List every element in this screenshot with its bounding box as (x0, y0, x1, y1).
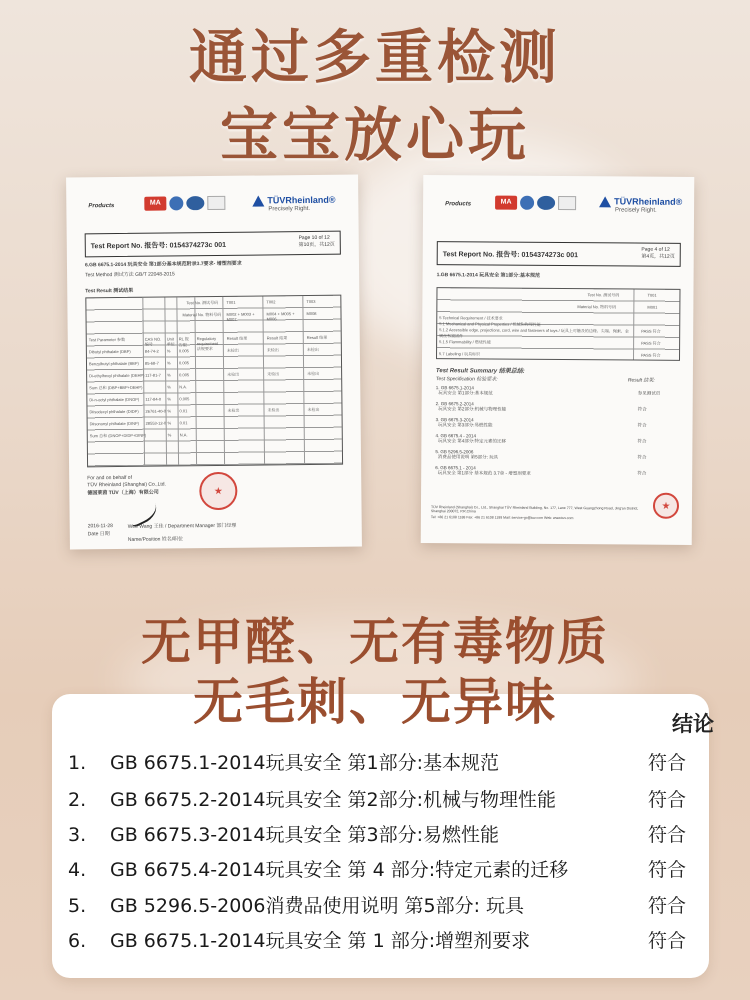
m001: M002 + M003 + M007 (226, 311, 255, 322)
result-row (0, 855, 750, 885)
report-number: Test Report No. 报告号: 0154374273c 001 (90, 241, 227, 251)
table-row: 5 Technical Requirement / 技术要求 (439, 315, 503, 321)
certification-logos (144, 196, 225, 211)
company-name: TÜV Rheinland (Shanghai) Co.,Ltd. (87, 481, 166, 489)
feature-headline-line-2: 无毛刺、无异味 (193, 673, 557, 731)
table-row-rl: N.A. (179, 384, 188, 390)
row-standard: GB 6675.2-2014玩具安全 第2部分:机械与物理性能 (110, 789, 557, 811)
accreditation-logo-icon (207, 196, 225, 210)
summary-row-result: 符合 (637, 438, 647, 444)
tuv-tagline: Precisely Right. (615, 207, 657, 214)
result-header: Result 结果 (226, 335, 248, 341)
table-row-cas: 26761-40-0 (145, 408, 167, 414)
table-row-name: Diisononyl phthalate (DINP) (89, 420, 140, 427)
cnas-logo-icon (186, 196, 204, 210)
footer-contact: Tel: +86 21 6108 1188 Fax: +86 21 6108 1199 Mail: service-gc@tuv.com Web: www.tuv.com (430, 515, 574, 521)
summary-row: 6. GB 6675.1 - 2014 玩具安全 第1部分 基本规范 3.7章 - 增塑剂要求 (435, 465, 531, 476)
summary-row: 5. GB 5296.5-2006 消费品使用说明 第5部分: 玩具 (435, 449, 499, 460)
result-header: Result 结果 (306, 334, 328, 341)
table-row-rl: 0.01 (179, 408, 188, 414)
summary-row-result: 符合 (637, 422, 647, 428)
m001: M001 (647, 304, 658, 310)
table-row-cas: 28553-12-0 (145, 420, 167, 426)
company-seal-icon (199, 472, 237, 510)
ilac-logo-icon (169, 196, 183, 210)
headline-line-1: 通过多重检测 (188, 23, 561, 91)
cnas-logo-icon (537, 196, 555, 210)
test-no-label: Test No. 测试号码 (186, 299, 219, 306)
summary-row-result: 符合 (637, 406, 647, 412)
m003: M008 (306, 310, 317, 317)
row-result: 符合 (648, 824, 687, 846)
ma-logo: MA (144, 196, 166, 210)
table-row-rl: 0.005 (178, 360, 190, 366)
report-number-box (437, 241, 681, 267)
result-cell: 未检出 (267, 407, 280, 413)
standard-line: 6.GB 6675.1-2014 玩具安全 第1部分基本规范附录3.7要求- 增塑剂要求 (84, 260, 242, 269)
row-standard: GB 6675.4-2014玩具安全 第 4 部分:特定元素的迁移 (110, 859, 569, 881)
table-row-rl: 0.005 (179, 396, 190, 402)
rl-header: RL 报告限 (178, 336, 189, 348)
table-row-cas: 85-68-7 (144, 360, 159, 366)
result-cell: 未检出 (266, 347, 279, 353)
table-row: 5.1.2 Accessible edge, projections, cord, wire and fasteners of toys / 玩具上可触及的边缘、尖端、绳索、金属丝和紧固件 (439, 327, 629, 339)
tuv-tagline: Precisely Right. (268, 206, 311, 213)
table-row-name: Benzylbutyl phthalate (BBP) (88, 360, 139, 367)
feature-headline-line-1: 无甲醛、无有毒物质 (141, 613, 609, 671)
table-row: 5.1.5 Flammability / 燃烧性能 (439, 339, 491, 345)
ma-logo: MA (495, 196, 517, 210)
row-result: 符合 (648, 752, 687, 774)
summary-row-result: 参见测试页 (637, 390, 661, 396)
cas-header: CAS NO. 编号 (144, 336, 162, 347)
test-result-label: Test Result 测试结果 (85, 287, 134, 295)
products-label: Products (88, 203, 115, 210)
m002: M004 + M005 + M006 (266, 311, 295, 322)
name-position-label: Name/Position 姓名/职位 (127, 536, 184, 543)
summary-row-result: 符合 (637, 454, 647, 460)
table-row: 5.1 Mechanical and Physical Properties / 机械和物理性能 (439, 321, 541, 327)
t001: T001 (226, 299, 236, 305)
footer-address: TÜV Rheinland (Shanghai) Co., Ltd., Shanghai TÜV Rheinland Building, No. 177, Lane 777, West Guangzhong Road, Jing'an District, Shanghai 200072, P.R.China (430, 505, 639, 514)
table-row-unit: % (167, 384, 171, 390)
company-seal-icon (653, 493, 679, 519)
summary-row: 1. GB 6675.1-2014 玩具安全 第1部分:基本规范 (435, 385, 493, 396)
row-result: 符合 (648, 930, 687, 952)
result-cell: 未检出 (226, 347, 239, 353)
tuv-triangle-icon (252, 196, 264, 207)
ilac-logo-icon (520, 196, 534, 210)
result-cell: 未检出 (307, 406, 320, 413)
for-and-on-behalf: For and on behalf of (87, 474, 133, 482)
result-row (0, 785, 750, 815)
table-row-name: Di-n-octyl phthalate (DNOP) (89, 396, 140, 403)
page-number: Page 10 of 12 第10页，共12页 (298, 234, 335, 249)
t002: T002 (266, 299, 276, 305)
row-standard: GB 6675.3-2014玩具安全 第3部分:易燃性能 (110, 824, 500, 846)
table-row-result: PASS 符合 (641, 352, 661, 358)
accreditation-logo-icon (558, 196, 576, 210)
test-no-label: Test No. 测试号码 (587, 292, 620, 298)
result-row (0, 891, 750, 921)
test-report-sheet-left (66, 174, 362, 549)
table-row-unit: % (166, 348, 171, 354)
result-cell: 未检出 (306, 346, 319, 353)
row-number: 4. (68, 859, 87, 881)
result-cell: 未检出 (267, 371, 280, 377)
date-label: Date 日期 (87, 531, 110, 538)
requirements-table (436, 287, 680, 361)
report-date: 2016-11-28 (87, 523, 113, 530)
table-row-result: PASS 符合 (641, 340, 661, 346)
row-number: 2. (68, 789, 87, 811)
test-report-sheet-right (421, 175, 695, 545)
row-standard: GB 6675.1-2014玩具安全 第1部分:基本规范 (110, 752, 500, 774)
test-method: Test Method 测试方法 GB/T 22048-2015 (85, 271, 175, 279)
result-row (0, 820, 750, 850)
result-header: Result 结果 (266, 335, 288, 341)
table-row-unit: % (167, 396, 171, 402)
summary-row-result: 符合 (637, 470, 647, 476)
report-number: Test Report No. 报告号: 0154374273c 001 (442, 251, 579, 260)
tuv-logo (252, 195, 335, 213)
results-table (85, 295, 343, 468)
summary-row: 2. GB 6675.2-2014 玩具安全 第2部分:机械与物理性能 (435, 401, 507, 412)
tuv-triangle-icon (599, 196, 611, 207)
table-row-rl: 0.005 (179, 372, 190, 378)
result-cell: 未检出 (227, 407, 240, 413)
headline-line-2: 宝宝放心玩 (219, 101, 530, 169)
table-row-cas: 117-81-7 (145, 372, 161, 378)
table-row-cas: 117-84-0 (145, 396, 162, 402)
table-row-unit: % (167, 432, 172, 438)
row-result: 符合 (648, 895, 687, 917)
req-header: Regulatory requirement 法规要求 (196, 335, 219, 352)
conclusion-header: 结论 (672, 712, 714, 736)
summary-title: Test Result Summary 结果总结: (435, 368, 525, 375)
tuv-brand: TÜVRheinland® (267, 194, 336, 206)
result-row (0, 926, 750, 956)
param-header: Test Parameter 参数 (88, 336, 126, 343)
summary-row: 4. GB 6675.4 - 2014 玩具安全 第4部分:特定元素的迁移 (435, 433, 506, 444)
table-row-rl: 0.005 (178, 348, 189, 354)
result-row (0, 748, 750, 778)
report-number-box (85, 231, 341, 258)
company-name-cn: 德国莱茵 TÜV（上海）有限公司 (87, 489, 159, 497)
result-cell: 未检出 (307, 370, 320, 377)
row-standard: GB 6675.1-2014玩具安全 第 1 部分:增塑剂要求 (110, 930, 531, 952)
table-row-result: PASS 符合 (641, 328, 661, 334)
signer: Wee Wang 王佳 / Department Manager 部门经理 (127, 522, 237, 530)
products-label: Products (445, 201, 472, 208)
table-row-rl: N.A. (179, 432, 188, 438)
table-row-name: Diisodecyl phthalate (DIDP) (89, 408, 139, 415)
t003: T003 (306, 298, 316, 305)
unit-header: Unit 单位 (166, 336, 175, 347)
table-row-rl: 0.01 (179, 420, 188, 426)
standard-line: 1.GB 6675.1-2014 玩具安全 第1部分:基本规范 (436, 272, 540, 279)
table-row-name: Di-ethylhexyl phthalate (DEHP) (89, 372, 145, 379)
material-no-label: Material No. 物料号码 (577, 304, 617, 310)
tuv-brand: TÜVRheinland® (614, 196, 683, 207)
table-row-name: Sum 总和 (DBP+BBP+DEHP) (89, 384, 143, 391)
row-result: 符合 (648, 789, 687, 811)
table-row-unit: % (167, 420, 172, 426)
t001: T001 (647, 292, 657, 298)
table-row-cas: 84-74-2 (144, 348, 159, 354)
material-no-label: Material No. 物料号码 (182, 311, 222, 318)
row-number: 1. (68, 752, 87, 774)
row-number: 3. (68, 824, 87, 846)
certification-logos (495, 196, 576, 211)
table-row-unit: % (167, 372, 171, 378)
row-number: 6. (68, 930, 87, 952)
summary-row: 3. GB 6675.3-2014 玩具安全 第3部分:易燃性能 (435, 417, 493, 428)
table-row-name: Dibutyl phthalate (DBP) (88, 348, 131, 355)
table-row-unit: % (167, 408, 172, 414)
row-standard: GB 5296.5-2006消费品使用说明 第5部分: 玩具 (110, 895, 525, 917)
page-number: Page 4 of 12 第4页，共12页 (641, 246, 675, 260)
table-row-unit: % (166, 360, 171, 366)
row-result: 符合 (648, 859, 687, 881)
spec-label: Test Specification 检验要求: (435, 376, 498, 383)
result-label: Result 结果: (627, 377, 655, 384)
table-row-name: Sum 总和 (DNOP+DIDP+DINP) (89, 432, 147, 439)
table-row: 5.7 Labeling / 玩具标识 (439, 351, 481, 357)
tuv-logo (599, 196, 682, 214)
result-cell: 未检出 (227, 371, 240, 377)
row-number: 5. (68, 895, 87, 917)
